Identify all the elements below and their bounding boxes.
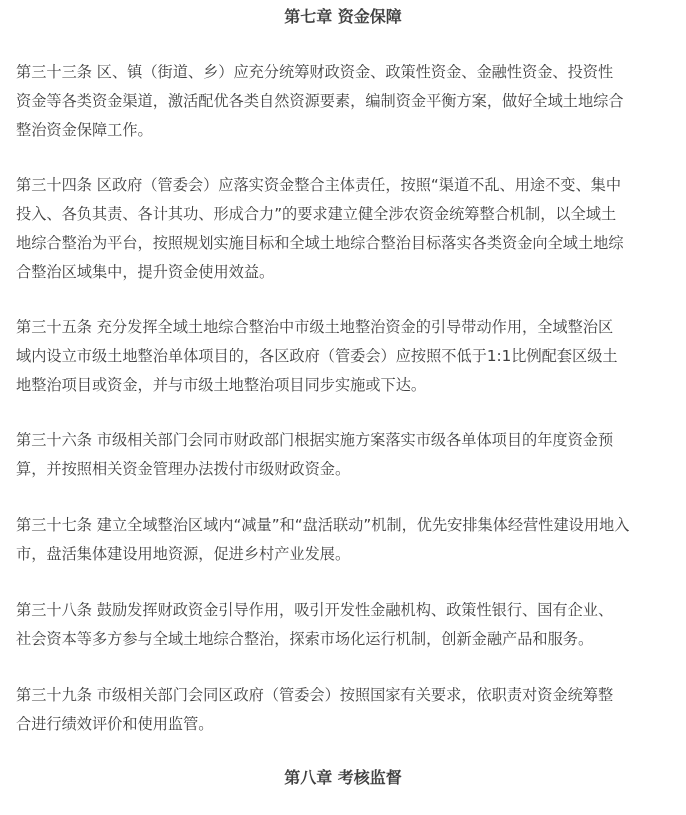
article-36-line-2: 算，并按照相关资金管理办法拨付市级财政资金。 [16,460,351,478]
article-39 [16,681,674,739]
article-37 [16,511,674,569]
article-34-line-2: 投入、各负其责、各计其功、形成合力”的要求建立健全涉农资金统筹整合机制，以全域土 [16,205,617,223]
article-38 [16,596,674,654]
article-34-line-3: 地综合整治为平台，按照规划实施目标和全域土地综合整治目标落实各类资金向全域土地综 [16,234,624,252]
article-34-line-4: 合整治区域集中，提升资金使用效益。 [16,263,275,281]
article-39-line-1: 第三十九条 市级相关部门会同区政府（管委会）按照国家有关要求，依职责对资金统筹整 [16,686,614,704]
article-37-line-1: 第三十七条 建立全域整治区域内“减量”和“盘活联动”机制，优先安排集体经营性建设用地入 [16,516,630,534]
chapter-7-title: 第七章 资金保障 [284,7,402,26]
article-39-line-2: 合进行绩效评价和使用监管。 [16,715,214,733]
article-33-line-3: 整治资金保障工作。 [16,121,153,139]
article-33-line-1: 第三十三条 区、镇（街道、乡）应充分统筹财政资金、政策性资金、金融性资金、投资性 [16,63,614,81]
article-33-line-2: 资金等各类资金渠道，激活配优各类自然资源要素，编制资金平衡方案，做好全域土地综合 [16,92,624,110]
article-38-line-2: 社会资本等多方参与全域土地综合整治，探索市场化运行机制，创新金融产品和服务。 [16,630,594,648]
article-35-line-2: 域内设立市级土地整治单体项目的，各区政府（管委会）应按照不低于1:1比例配套区级土 [16,347,618,365]
chapter-8-title: 第八章 考核监督 [284,768,402,787]
article-36 [16,426,674,484]
article-35-line-3: 地整治项目或资金，并与市级土地整治项目同步实施或下达。 [16,376,427,394]
article-34-line-1: 第三十四条 区政府（管委会）应落实资金整合主体责任，按照“渠道不乱、用途不变、集中 [16,176,622,194]
article-34 [16,171,674,287]
article-35-line-1: 第三十五条 充分发挥全域土地综合整治中市级土地整治资金的引导带动作用，全域整治区 [16,318,614,336]
article-35 [16,313,674,400]
article-33 [16,58,674,145]
article-36-line-1: 第三十六条 市级相关部门会同市财政部门根据实施方案落实市级各单体项目的年度资金预 [16,431,614,449]
article-37-line-2: 市，盘活集体建设用地资源，促进乡村产业发展。 [16,545,351,563]
article-38-line-1: 第三十八条 鼓励发挥财政资金引导作用，吸引开发性金融机构、政策性银行、国有企业、 [16,601,614,619]
